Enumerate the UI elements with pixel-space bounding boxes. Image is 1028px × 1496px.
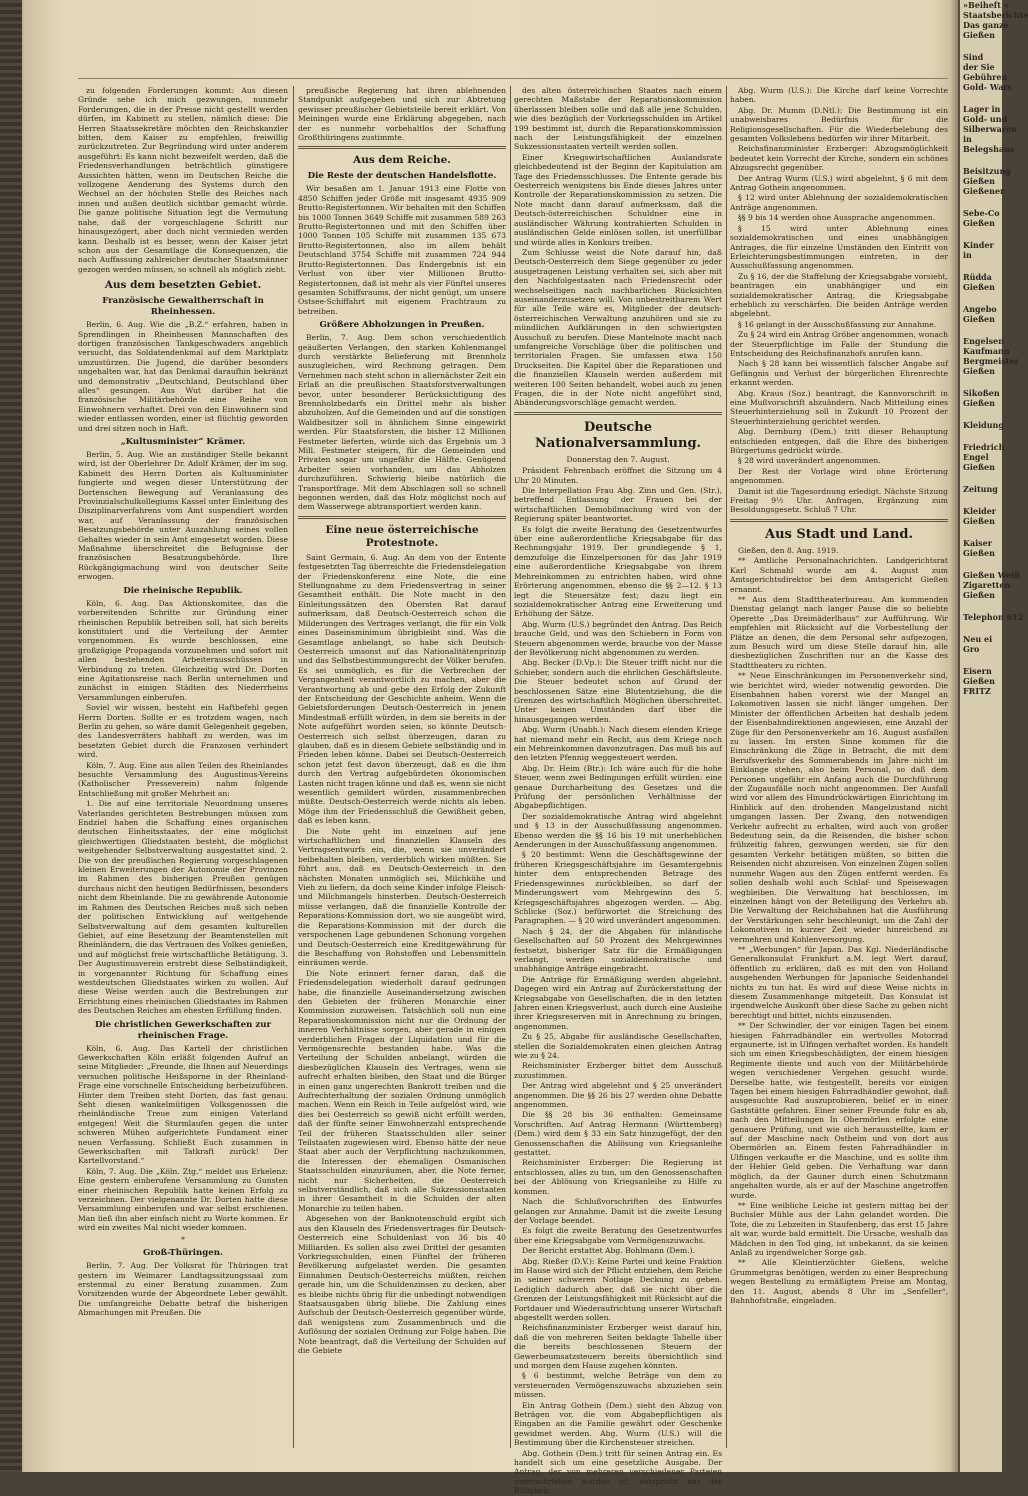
section-heading: Eine neue österreichische Protestnote. [325,523,479,549]
article-paragraph: Die §§ 28 bis 36 enthalten: Gemeinsame Vorschriften. Auf Antrag Hermann (Württemberg) (Dem.) wird dem § 33 ein Satz hinzugefügt, der den Genossenschaften die Ablösung von Kriegsanleihe gestattet. [514,1110,722,1158]
adjacent-page-fragment: Kleider [963,506,997,516]
article-heading: Groß-Thüringen. [143,1248,223,1259]
adjacent-page-fragment: Friedrich [963,442,1005,452]
article-paragraph: Reichsfinanzminister Erzberger weist darauf hin, daß die von mehreren Seiten beklagte Tabelle über die bereits beschlossenen Steuern der Gewerbeumsatzsteuern bereits übersichtlich sind und morgen dem Hause zugehen könnten. [514,1323,722,1370]
adjacent-page-fragment: Gießen [963,314,995,324]
article-paragraph: § 20 bestimmt: Wenn die Geschäftsgewinne der früheren Kriegsgeschäftsjahre im Gesamtergebnis hinter dem entsprechenden Betrage des Friedensgewinnes zurückbleiben, so darf der Minderungswert vom Mehrgewinn des 5. Kriegsgeschäftsjahres abgezogen werden. — Abg. Schlicke (Soz.) befürwortet die Streichung des Paragraphen. — § 20 wird unverändert angenommen. [514,850,722,926]
article-paragraph: Abgesehen von der Banknotenschuld ergibt sich aus den Klauseln des Friedensvertrages für Deutsch-Oesterreich eine Schuldenlast von 36 bis 40 Milliarden. Es sollen also zwei Drittel der gesamten Vorkriegsschulden, einen Fünftel der früheren Bevölkerung aufgelastet werden. Die gesamten Einnahmen Deutsch-Oesterreichs müßten, reichen gerade hin, um die Schuldenzinsen zu decken, aber es bleibe nichts übrig für die unbedingt notwendigen Staatsausgaben übrig bliebe. Die Zahlung eines Aufschub der Deutsch-Oesterreich gegenüber würde, daß wenigstens zum Zusammenbruch und die Auflösung der sozialen Ordnung zur Folge haben. Die Note beantragt, daß die Verteilung der Schulden auf die Gebiete [298,1214,506,1355]
article-paragraph: Köln, 6. Aug. Das Aktionskomitee, das die vorbereitenden Schritte zur Gründung einer rheinischen Republik betreiben soll, hat sich bereits konstituiert und die Verteilung der Aemter vorgenommen. Es wurde beschlossen, eine großzügige Propaganda vorzunehmen und sofort mit allen bestehenden Arbeiterausschüssen in Verbindung zu treten. Gleichzeitig wird Dr. Dorten eine Agitationsreise nach Berlin unternehmen und zunächst in einigen Städten des Niederrheins Versammlungen einberufen. [78,598,288,702]
adjacent-page-fragment [960,494,1002,506]
adjacent-page-fragment [960,376,1002,388]
article-paragraph: Die Interpellation Frau Abg. Zinn und Gen. (Str.), betreffend Entlassung der Frauen bei der wirtschaftlichen Demobilmachung wird von der Regierung später beantwortet. [514,486,722,524]
section-divider [730,519,948,522]
article-paragraph: Die Note erinnert ferner daran, daß die Friedensdelegation wiederholt darauf gedrungen habe, die finanzielle Auseinandersetzung zwischen den Gebieten der früheren Monarchie einer Kommission zuzuweisen. Tatsächlich soll nun eine Reparationskommission nicht nur die Ordnung der inneren Verhältnisse sorgen, aber gerade in einigen verderblichen Fragen der Liquidation und für die Vermögensrechte bestanden habe. Was die Verteilung der Schulden anbelangt, würden die diesbezüglichen Klauseln des Vertrages, wenn sie aufrecht erhalten bleiben, den Staat und die Bürger in einen ganz ungerechten Bankrott treiben und die Aufrechterhaltung der sozialen Ordnung unmöglich machen. Wenn ein Reich in Teile aufgelöst wird, wie dies bei Oesterreich so gewiß nicht erfüllt werden, daß der fünfte seiner Einwohnerzahl entsprechende Teil der früheren Staatsschulden aller seiner Teilstaaten zugewiesen wird. Ebenso hätte der neue Staat aber auch der Verpflichtung nachzukommen, die Interessen der ehemaligen Osmanischen Staatsschulden einzuräumen, aber, die Note ferner, nicht nur Sicherheiten, die Oesterreich selbstverständlich, daß sich alle Sukzessionsstaaten in ihrer Gesamtheit in die Schulden der alten Monarchie zu teilen haben. [298,968,506,1213]
article-paragraph: des alten österreichischen Staates nach einem gerechten Maßstabe der Reparationskommission überlassen bleiben solle und daß alle jene Schulden, wie dies bezüglich der Vorkriegsschulden im Artikel 199 bestimmt ist, durch die Reparationskommission nach der Leistungsfähigkeit der einzelnen Sukzessionsstaaten verteilt werden sollen. [514,86,722,152]
adjacent-page-fragment: Gro [963,644,980,654]
adjacent-page-fragment: Kleidung [963,420,1004,430]
adjacent-page-fragment: FRITZ [963,686,991,696]
article-paragraph: Abg. Rießer (D.V.): Keine Partei und keine Fraktion im Hause wird sich der Pflicht entziehen, dem Reiche in seiner schweren Notlage Deckung zu geben. Lediglich dadurch aber, daß sie nicht über die Grenzen der Leistungsfähigkeit mit Rücksicht auf die Fortdauer und Wiederaufrichtung unserer Wirtschaft abgestellt werden sollen. [514,1256,722,1322]
article-paragraph: § 16 gelangt in der Ausschußfassung zur Annahme. [738,319,937,329]
article-heading: „Kultusminister“ Krämer. [120,437,246,447]
column-rule [510,86,511,1448]
article-paragraph: § 12 wird unter Ablehnung der sozialdemokratischen Anträge angenommen. [730,193,948,212]
adjacent-page-fragment: Staatsberichte [963,10,1028,20]
article-paragraph: Berlin, 7. Aug. Der Volksrat für Thüringen trat gestern im Weimarer Landtagssitzungssaal zum erstenmal zu einer Beratung zusammen. Zum Vorsitzenden wurde der Abgeordnete Leber gewählt. Die umfangreiche Debatte betraf die bisherigen Abmachungen mit Preußen. Die [78,1261,288,1318]
column-1 [78,86,288,1454]
adjacent-page-fragment: Engelsen [963,336,1005,346]
article-paragraph: zu folgenden Forderungen kommt: Aus diesen Gründe sehe ich mich gezwungen, nunmehr Forderungen, die in der Presse nicht gestellt werden dürfen, im Kabinett zu stellen, nämlich diese: Die Herren Staatssekretäre möchten den Reichskanzler bitten, dem Kaiser zu empfehlen, freiwillig zurückzutreten. Zur Begründung wird unter anderem ausgeführt: Es kann nicht bezweifelt werden, daß die Friedensverhandlungen beträchtlich günstigere Aussichten hätten, wenn im Deutschen Reiche die vollzogene Aenderung des Systems durch den Wechsel an der höchsten Stelle des Reiches nach innen und außen deutlich sichtbar gemacht würde. Die ganze politische Situation legt die Vermutung nahe, daß der vorgeschlagene Schritt nur hinausgezögert, aber doch nicht vermieden werden kann. Deshalb ist es besser, wenn der Kaiser jetzt schon aus der Gesamtlage die Konsequenzen, die nach Auffassung zahlreicher deutscher Staatsmänner gezogen werden müssen, so schnell als möglich zieht. [78,86,288,274]
article-paragraph: Köln, 6. Aug. Das Kartell der christlichen Gewerkschaften Köln erläßt folgenden Aufruf an seine Mitglieder: „Freunde, die Ihnen auf Neuerdings versuchen politische Heißsporne in der Rheinland-Frage eine vorschnelle Entscheidung herbeizuführen. Hinter dem Treiben steht Dorten, das fast genau. Seht diesen wankelmütigen Volksgenossen die rheinländische Treue zum einigen Vaterland entgegen! Weit die Sturmlaufen gegen die unter schweren Mühen aufgerichtete Fundament einer neuen Verfassung. Schließt Euch zusammen in Gewerkschaften mit Tatkraft zurück! Der Kartellvorstand.“ [78,1043,288,1166]
article-paragraph: ** „Werbungen“ für Japan. Das Kgl. Niederländische Generalkonsulat Frankfurt a.M. legt Wert darauf, öffentlich zu erklären, daß es mit den von Holland ausgehenden Werbungen für Japanische Seidenhandel nichts zu tun hat. Es wird auf diese Weise nichts in diesem Zusammenhange mitgeteilt. Das Konsulat ist irgendwelche Auskunft über diese Sache zu geben nicht berechtigt und bittet, nichts einzusenden. [730,944,948,1020]
article-paragraph: ** Neue Einschränkungen im Personenverkehr sind, wie berichtet wird, wieder notwendig geworden. Die Eisenbahnen haben vorerst wie der Mangel an Lokomotiven lassen sie nicht länger umgehen. Der Minister der öffentlichen Arbeiten hat deshalb jedem der Eisenbahndirektionen angewiesen, eine Anzahl der Züge für den Personenverkehr am 16. August ausfallen zu lassen. Im ersten Sinne kommen für die Einschränkung die Züge in Betracht, die mit dem Berufsverkehr des Sommerabends im Jahre nicht im Einklange stehen, also beim Personal, so daß dem Personen ungefähr ein Anfang auch die Durchführung der Zugausfälle noch nicht angenommen. Der Ausfall wird vor allem des Hinundrückwärtigen Einrichtung im Hinblick auf den drohenden Mangelzustand nicht umgangen lassen. Der Zwang, den notwendigen Verkehr aufrecht zu erhalten, wird auch von großer Bedeutung sein, da die Reisenden, die bisher schon frühzeitig fahren, gezwungen werden, sie für den gesamten Verkehr betätigen müßten, so bitten die Reisenden nicht abzureisen. Von einzelnen Zügen sollen nunmehr Wagen aus den Zügen entfernt werden. Es sollen deshalb wohl auch Schlaf- und Speisewagen wegbleiben. Die Verwaltung hat beschlossen, im einzelnen hängt von der Beteiligung des Verkehrs ab. Die Verwaltung der Reichsbahnen hat die Ausführung der Verstärkungen sehr beschleunigt, um die Zahl der Lokomotiven in kurzer Zeit wieder hinreichend zu vermehren und Kohlenversorgung. [730,671,948,944]
article-paragraph: Abg. Wurm (Unabh.): Nach diesem elenden Kriege hat niemand mehr ein Recht, aus dem Kriege noch ein Mehreinkommen davonzutragen. Das muß bis auf den letzten Pfennig weggesteuert werden. [514,725,722,763]
article-paragraph: Abg. Dr. Mumm (D.Ntl.): Die Bestimmung ist ein unabweisbares Bedürfnis für die Religionsgesellschaften. Für die Wiederbelebung des gesamten Volkslebens bedürfen wir ihrer Mitarbeit. [730,105,948,144]
adjacent-page-fragment: Gießen [963,590,995,600]
section-divider [514,412,722,415]
adjacent-page-fragment: Rüdda [963,272,992,282]
article-paragraph: Die Note geht im einzelnen auf jene wirtschaftlichen und finanziellen Klauseln des Vertragsentwurfs ein, die, wenn sie unverändert beibehalten bleiben, verderblich wirken müßten. Sie führt aus, daß es Deutsch-Oesterreich in den nächsten Monaten unmöglich sei, Milchkühe und Vieh zu liefern, da doch seine Kinder infolge Fleisch- und Milchmangels hinsterben. Deutsch-Oesterreich müsse verlangen, daß die finanzielle Kontrolle der Reparations-Kommission dort, wo sie ausgeübt wird, die Reparations-Kommission mit der durch die verspochenen Lage gebundenen Schonung vorgehen und Deutsch-Oesterreich eine Kreditgewährung für die Beschaffung von Rohstoffen und Lebensmitteln einräumen werde. [298,826,506,968]
article-paragraph: Saint Germain, 6. Aug. An dem von der Entente festgesetzten Tag überreichte die Friedensdelegation der Friedenskonferenz eine Note, die eine Stellungnahme zu dem Friedensvertrag in seiner Gesamtheit enthält. Die Note macht in den Einleitungssätzen den Obersten Rat darauf aufmerksam, daß Deutsch-Oesterreich schon die Milderungen des Vertrages verlangt, die für ein Volk eines Daseinsminimum übrigbleibt sind. Was die Gesamtlage anbelangt, so habe sich Deutsch-Oesterreich umsonst auf das Nationalitätenprinzip und das Selbstbestimmungsrecht der Völker berufen. Es sei unmöglich, es für die Verbrechen der Vergangenheit verantwortlich zu machen, aber die Verantwortung ab und gebe den Erfolg der Zukunft der Entscheidung der Geschichte anheim. Wenn die Gebietsforderungen Deutsch-Oesterreich in jenem Mindestmaß erfüllt würden, in dem sie bereits in der Note aufgeführt worden seien, so könnte Deutsch-Oesterreich sich selbst überzeugen, daran zu glauben, daß es in diesem Gebiete selbständig und in Frieden leben könne. Dabei sei Deutsch-Oesterreich schon jetzt fest davon überzeugt, daß es die ihm durch den Vertrag aufgebürdeten ökonomischen Lasten nicht tragen könne und daß es, wenn sie nicht wesentlich gemildert würden, zusammenbrechen müßte. Deutsch-Oesterreich werde nichts als leben. Möge ihm der Friedensschluß die Gewißheit geben, daß es leben kann. [298,552,506,826]
article-paragraph: Reichsminister Erzberger bittet dem Ausschuß zuzustimmen. [514,1061,722,1080]
article-paragraph: Abg. Kraus (Soz.) beantragt, die Kannvorschrift in eine Mußvorschrift abzuändern. Nach Mitteilung eines Steuerhinterziehung soll in Zukunft 10 Prozent der Steuerhinterziehung gerichtet werden. [730,388,948,426]
adjacent-page-strip [958,0,1028,1472]
article-paragraph: Abg. Wurm (U.S.): Die Kirche darf keine Vorrechte haben. [730,86,948,105]
adjacent-page-fragment: Gold- Warc [963,82,1013,92]
article-paragraph: ** Aus dem Stadttheaterbureau. Am kommenden Dienstag gelangt nach langer Pause die so beliebte Operette „Das Dreimäderlhaus“ zur Aufführung. Wir empfehlen mit Rücksicht auf die Vorbestellung der Plätze an denen, die dem Personal sehr aufgezogen, zum Besuch wird um diese Stelle darauf hin, alle diesbezüglichen Zuschriften nur an die Kasse des Stadttheaters zu richten. [730,594,948,670]
article-paragraph: Zu § 25, Abgabe für ausländische Gesellschaften, stellen die Sozialdemokraten einen gleichen Antrag wie zu § 24. [514,1032,722,1060]
adjacent-page-fragment [960,558,1002,570]
adjacent-page-fragment [960,196,1002,208]
article-paragraph: Wir besaßen am 1. Januar 1913 eine Flotte von 4850 Schiffen jeder Größe mit insgesamt 4935 909 Brutto-Registertonnen. Wir behalten mit den Schiffen bis 1000 Tonnen 3649 Schiffe mit zusammen 589 263 Brutto-Registertonnen und mit den Schiffen über 1000 Tonnen 105 Schiffe mit zusammen 135 673 Brutto-Registertonnen, also im allem behält Deutschland 3754 Schiffe mit zusammen 724 944 Brutto-Registertonnen. Das Endergebnis ist ein Verlust von über vier Millionen Brutto-Registertonnen, daß ist mehr als vier Fünftel unseres gesamten Schiffsraums, der nicht genügt, um unsere Ostsee-Schiffahrt mit eigenem Frachtraum zu betreiben. [298,184,506,316]
adjacent-page-fragment [960,526,1002,538]
section-heading: Aus dem besetzten Gebiet. [104,279,262,292]
adjacent-page-fragment: Kaufmann [963,346,1010,356]
adjacent-page-fragment: Das ganze [963,20,1009,30]
article-paragraph: Der Antrag Wurm (U.S.) wird abgelehnt, § 6 mit dem Antrag Gothein angenommen. [730,173,948,193]
adjacent-page-fragment: in [963,134,972,144]
adjacent-page-fragment: Gebühren [963,72,1008,82]
adjacent-page-fragment: Kinder [963,240,994,250]
article-paragraph: Es folgt die zweite Beratung des Gesetzentwurfes über eine außerordentliche Kriegsabgabe für das Rechnungsjahr 1919. Der grundlegende § 1, demzufolge die Einzelpersonen für das Jahr 1919 eine außerordentliche Kriegsabgabe von ihrem Mehreinkommen zu entrichten haben, wird ohne Erörterung angenommen, ebenso die §§ 2—12. § 13 legt die Steuersätze fest; dazu liegt ein sozialdemokratischer Antrag eine Erweiterung und Erhöhung der Sätze. [514,524,722,619]
article-paragraph: Nach § 24, der die Abgaben für inländische Gesellschaften auf 50 Prozent des Mehrgewinnes festsetzt, bisheriger Satz für die Ermäßigungen verlangt, werden sozialdemokratische und unabhängige Anträge eingebracht. [514,926,722,974]
adjacent-page-fragment: Lager in [963,104,1001,114]
adjacent-page-fragment: Gießen Weiß [963,570,1021,580]
adjacent-page-fragment: Gießen [963,282,995,292]
article-heading: Größere Abholzungen in Preußen. [319,320,485,331]
article-paragraph: Nach die Schlußvorschriften des Entwurfes gelangen zur Annahme. Damit ist die zweite Lesung der Vorlage beendet. [514,1197,722,1225]
article-paragraph: Der Rest der Vorlage wird ohne Erörterung angenommen. [730,466,948,486]
article-paragraph: Ein Antrag Gothein (Dem.) sieht den Abzug von Beträgen vor, die vom Abgabepflichtigen als Eingaben an die Familie gewährt oder Geschenke gewidmet werden. Abg. Wurm (U.S.) will die Bestimmung über die Kirchensteuer streichen. [514,1400,722,1448]
article-paragraph: Abg. Gothein (Dem.) tritt für seinen Antrag ein. Es handelt sich um eine gesetzliche Ausgabe. Der Antrag, der von mehreren verschiedener Parteien unterschrieben worden ist, entspricht nur der Billigkeit. [514,1448,722,1496]
adjacent-page-fragment: »Beiheft « [963,0,1009,10]
adjacent-page-fragment [960,92,1002,104]
adjacent-page-fragment: Gießen [963,218,995,228]
article-paragraph: Abg. Dr. Heim (Btr.): Ich wäre auch für die hohe Steuer, wenn zwei Bedingungen erfüllt würden: eine genaue Durcharbeitung des Gesetzes und die Prüfung der persönlichen Verhältnisse der Abgabepflichtigen. [514,763,722,811]
adjacent-page-fragment: Gießen [963,462,995,472]
article-paragraph: Zu § 24 wird ein Antrag Gröber angenommen, wonach der Steuerpflichtige im Falle der Stundung die Entscheidung des Reichsfinanzhofs anrufen kann. [730,330,948,358]
article-paragraph: Nach § 28 kann bei wissentlich falscher Angabe auf Gefängnis und Verlust der bürgerlichen Ehrenrechte erkannt werden. [730,359,948,388]
article-paragraph: 1. Die auf eine territoriale Neuordnung unseres Vaterlandes gerichteten Bestrebungen müssen zum Endziel haben die Schaffung eines organischen deutschen Einheitsstaates, der eine möglichst gleichwertigen Gliedstaaten besteht, die möglichst weitgehender Selbstverwaltung ausgestattet sind. 2. Die von der preußischen Regierung vorgeschlagenen kleinen Erweiterungen der Autonomie der Provinzen im Rahmen des bisherigen Preußen genügen durchaus nicht den heutigen Bedürfnissen, besonders nicht dem Rheinlande. Die zu gewährende Autonomie im Rahmen des Deutschen Reiches muß sich neben der politischen Entwicklung auf weitgehende Selbstverwaltung auf dem gesamten kulturellen Gebiet, auf eine Besetzung der Beamtenstellen mit Rheinländern, die das Vertrauen des Volkes genießen, und auf möglichst freie wirtschaftliche Betätigung. 3. Der Augustinusverein erstrebt diese Selbständigkeit, in vorgenannter Richtung für Schaffung eines westdeutschen Gliedstaates wirken zu wollen. Auf diese Weise werden auch die Bestrebungen zur Errichtung eines rheinischen Gliedstaates im Rahmen des Deutschen Reiches am ehesten Erfüllung finden. [78,799,288,1016]
article-paragraph: Zum Schlusse weist die Note darauf hin, daß Deutsch-Oesterreich dem Siege gegenüber zu jeder ausgetragenen Leistung verhalten sei, sich aber mit den Nachfolgestaaten nach Friedensrecht oder wechselseitigen nach nachbarlichen Rücksichten auseinanderzusetzen will. Von unbestreitbarem Wert für alle Teile wäre es, Mitglieder der deutsch-österreichischen Verwaltung anzuhören und sie zu mündlichen Aufklärungen in den schwierigsten Ausschuß zu berufen. Diese Mantelnote macht nach umfangreiche Vorschläge über die politischen und territorialen Fragen. Sie umfassen etwa 150 Druckseiten. Die Kapitel über die Reparationen und die finanziellen Klauseln werden außerdem mit weiteren 100 Seiten behandelt, wobei auch zu jenen Fragen, die in der Note nicht angeführt sind, Abänderungsvorschläge gemacht werden. [514,247,722,408]
article-paragraph: Berlin, 7. Aug. Dem schon verschiedentlich geäußerten Verlangen, den starken Kohlenmangel durch verstärkte Belieferung mit Brennholz auszugleichen, wird Rechnung getragen. Dem Vernehmen nach steht schon in allernächster Zeit ein Erlaß an die preußischen Staatsforstverwaltungen bevor, unter besonderer Berücksichtigung des Brennholzbedarfs ein Drittel mehr als bisher abzuholzen. Auf die Gemeinden und auf die sonstigen Waldbesitzer soll in ähnlichem Sinne eingewirkt werden. Für Staatsforsten, die bisher 12 Millionen Festmeter lieferten, würde sich das Ergebnis um 3 Mill. Festmeter steigern, für die Gemeinden und Privaten sogar um ungefähr die Hälfte. Genügend Arbeiter seien vorhanden, um das Abholzen durchzuführen. Schwierig bleibe natürlich die Transportfrage. Mit dem Abschlagen soll so schnell begonnen werden, daß das Holz möglichst noch auf dem Wasserwege abtransportiert werden kann. [298,333,506,512]
adjacent-page-fragment: Angebo [963,304,997,314]
adjacent-page-fragment [960,654,1002,666]
article-paragraph: Berlin, 6. Aug. Wie die „B.Z.“ erfahren, haben in Sprendlingen in Rheinhessen Mannschaften des dortigen französischen Tankgeschwaders angeblich versucht, das Soldatendenkmal auf dem Marktplatz umzustürzen. Die Jugend, die darüber besonders ungehalten war, hat das Denkmal daraufhin bekränzt und demonstrativ „Deutschland, Deutschland über alles“ gesungen. Aus Wut darüber hat die französische Militärbehörde eine Reihe von Einwohnern verhaftet. Drei von den Einwohnern sind wieder entlassen worden, einer ist flüchtig geworden und drei sitzen noch in Haft. [78,320,288,433]
adjacent-page-fragment: Belegshaus [963,144,1015,154]
top-border [78,78,948,79]
adjacent-page-fragment: Kaiser [963,538,992,548]
adjacent-page-fragment: Gießen [963,516,995,526]
article-heading: Französische Gewaltherrschaft in Rheinhessen. [102,296,264,318]
adjacent-page-fragment [960,622,1002,634]
dateline: Donnerstag den 7. August. [566,454,670,464]
article-paragraph: §§ 9 bis 14 werden ohne Aussprache angenommen. [738,213,936,223]
adjacent-page-fragment: Gießen [963,548,995,558]
column-3 [514,86,722,1496]
adjacent-page-fragment [960,600,1002,612]
adjacent-page-fragment: Sind [963,52,984,62]
adjacent-page-fragment: Telephon 612 [963,612,1024,622]
adjacent-page-fragment [960,430,1002,442]
article-paragraph: ** Alle Kleintierzüchter Gießens, welche Grummetgras benötigen, werden zu einer Besprechung wegen Bestellung zu ermäßigtem Preise am Montag, den 11. August, abends 8 Uhr im „Senfeller“, Bahnhofstraße, eingeladen. [730,1258,948,1305]
article-paragraph: § 6 bestimmt, welche Beträge von dem zu versteuernden Vermögenszuwachs abzuziehen sein müssen. [514,1371,722,1400]
section-divider [298,146,506,149]
adjacent-page-fragment: Zeitung [963,484,998,494]
article-paragraph: Damit ist die Tagesordnung erledigt. Nächste Sitzung Freitag 9½ Uhr. Anfragen, Ergänzung zum Besoldungsgesetz. Schluß 7 Uhr. [730,486,948,515]
adjacent-page-fragment: der Sie [963,62,995,72]
article-paragraph: ** Der Schwindler, der vor einigen Tagen bei einem hiesigen Fahrradhändler ein wertvolles Motorrad ergaunerte, ist in Ulfingen verhaftet worden. Es handelt sich um einen Kriegsbeschädigten, der einem hiesigen Regimente diente und auch von der Militärbehörde wegen verschiedener Vergehen gesucht wurde. Derselbe hatte, wie festgestellt, bereits vor einigen Tagen bei einem hiesigen Fahrradhändler gewohnt, daß ausgesuchte Rad auszuprobieren, belief er in einer Gaststätte gefahren. Einer seiner Freunde fuhr es ab, nach den Mitteilungen In Obermörlen erfolgte eine genauere Prüfung, und wie sich herausstellte, kam er auf der Maschine nach Ostheim und von dort aus Obermörlen an. Einem festen Fahrradhändler in Ulfingen verkaufte er die Maschine, und es sollte ihm der Hehler Geld geben. Die Verhaftung war dann möglich, da der Gauner durch einen Schutzmann angehalten wurde, als er auf der Maschine angetroffen wurde. [730,1021,948,1200]
article-paragraph: Abg. Becker (D.Vp.): Die Steuer trifft nicht nur die Schieber, sondern auch die ehrlichen Geschäftsleute. Die Steuer bedeutet schon auf Grund der beschlossenen Sätze eine Blutentziehung, die die Grenzen des wirtschaftlich Möglichen überschreitet. Unter keinen Umständen darf über die hinausgegangen werden. [514,658,722,724]
article-paragraph: Soviel wir wissen, besteht ein Haftbefehl gegen Herrn Dorten. Sollte er es trotzdem wagen, nach Berlin zu gehen, so wäre damit Gelegenheit gegeben, des Landesverräters habhaft zu werden, was im besetzten Gebiet durch die Franzosen verhindert wird. [78,703,288,760]
article-paragraph: ** Eine weibliche Leiche ist gestern mittag bei der Buchsler Mühle aus der Lahn gelandet worden. Die Tote, die zu Lebzeiten in Staufenberg, das erst 15 Jahre alt war, wurde bald ermittelt. Die Ursache, weshalb das Mädchen in den Tod ging, ist unbekannt, da sie keinen Anlaß zu irgendwelcher Sorge gab. [730,1200,948,1257]
article-paragraph: Gießen, den 8. Aug. 1919. [738,545,839,555]
adjacent-page-fragment: Sikoßen [963,388,1000,398]
adjacent-page-fragment [960,408,1002,420]
article-paragraph: Einer Kriegswirtschaftlichen Auslandsrate gleichbedeutend ist der Beginn der Kapitulation am Tage des Friedensschlusses. Die Entente gerade bis Oesterreich wenigstens bis Ende dieses Jahres unter Kontrolle der Reparationskommission zu setzen. Die Note macht dann darauf aufmerksam, daß die Deutsch-österreichischen Schuldner eine in ausländischer Währung kontrahierten Schulden in ausländischen Gelde einlösen sollen, ist unerfüllbar und würde alles in Konkurs treiben. [514,152,722,247]
article-paragraph: Köln, 7. Aug. Eine aus allen Teilen des Rheinlandes besuchte Versammlung des Augustinus-Vereins (Katholischer Presseverein) nahm folgende Entschließung mit großer Mehrheit an: [78,760,288,798]
article-heading: Die rheinische Republik. [123,585,243,596]
adjacent-page-fragment [960,472,1002,484]
adjacent-page-fragment: Neu ei [963,634,993,644]
adjacent-page-fragment: Sebe-Co [963,208,1000,218]
article-paragraph: preußische Regierung hat ihren ablehnenden Standpunkt aufgegeben und sich zur Abtretung gewisser preußischer Gebietsteile bereit erklärt. Von Meiningen wurde eine Erklärung abgegeben, nach der es nunmehr vorbehaltlos der Schaffung Großthüringens zustimmte. [298,86,506,143]
article-heading: Die christlichen Gewerkschaften zur rheinischen Frage. [94,1019,272,1041]
adjacent-page-fragment [960,228,1002,240]
adjacent-page-fragment: Gießen [963,176,995,186]
article-paragraph: Der Bericht erstattet Abg. Bohlmann (Dem.). [522,1246,695,1256]
column-rule [726,86,727,1448]
article-heading: Die Reste der deutschen Handelsflotte. [307,171,497,182]
adjacent-page-fragment: Gießen [963,398,995,408]
article-paragraph: Abg. Wurm (U.S.) begründet den Antrag. Das Reich brauche Geld, und was den Schiebern in Form von Steuern abgenommen werde, brauche von der Masse der Bevölkerung nicht abgenommen zu werden. [514,619,722,657]
adjacent-page-fragment: Gold- und [963,114,1008,124]
adjacent-page-fragment: Gießen [963,30,995,40]
article-paragraph: Köln, 7. Aug. Die „Köln. Ztg.“ meldet aus Erkelenz: Eine gestern einberufene Versammlung zu Gunsten einer rheinischen Republik hatte keinen Erfolg zu verzeichnen. Der vielgenannte Dr. Dorten hatte diese Versammlung einberufen und war selbst erschienen. Man ließ ihn aber einfach nicht zu Worte kommen. Er wird ein zweites Mal nicht wieder kommen. [78,1166,288,1233]
adjacent-page-fragment [960,292,1002,304]
binding-edge [0,0,22,1472]
adjacent-page-fragment: Gießen [963,676,995,686]
asterisk-separator: * [181,1234,185,1244]
article-paragraph: Es folgt die zweite Beratung des Gesetzentwurfes über eine Kriegsabgabe vom Vermögenszuwachs. [514,1226,722,1245]
section-heading: Aus dem Reiche. [353,154,451,167]
article-paragraph: § 15 wird unter Ablehnung eines sozialdemokratischen und eines unabhängigen Antrages, die für einzelne Umständen den Eintritt von Erleichterungsbestimmungen eintreten, in der Ausschußfassung angenommen. [730,223,948,271]
column-4 [730,86,948,1454]
adjacent-page-fragment [960,260,1002,272]
adjacent-page-fragment [960,40,1002,52]
article-paragraph: ** Amtliche Personalnachrichten. Landgerichtsrat Karl Schmahl wurde am 4. August zum Amtsgerichtsdirektor bei dem Amtsgericht Gießen ernannt. [730,556,948,594]
adjacent-page-fragment: in [963,250,972,260]
article-paragraph: Der sozialdemokratische Antrag wird abgelehnt und § 13 in der Ausschußfassung angenommen. Ebenso werden die §§ 16 bis 19 mit unerheblichen Aenderungen in der Ausschußfassung angenommen. [514,811,722,850]
section-heading: Deutsche Nationalversammlung. [534,419,702,451]
article-paragraph: Abg. Dernburg (Dem.) tritt dieser Behauptung entschieden entgegen, daß die Ehre des bisherigen Bürgertums gedrückt würde. [730,427,948,456]
adjacent-page-fragment: Gießen [963,366,995,376]
article-paragraph: Reichsminister Erzberger: Die Regierung ist entschlossen, alles zu tun, um den Genossenschaften bei der Ablösung von Kriegsanleihe zu Hilfe zu kommen. [514,1158,722,1196]
adjacent-page-fragment [960,154,1002,166]
section-divider [298,516,506,519]
adjacent-page-fragment: Gießener [963,186,1005,196]
article-paragraph: Reichsfinanzminister Erzberger: Abzugsmöglichkeit bedeutet kein Vorrecht der Kirche, sondern ein schönes Abzugsrecht gegenüber. [730,144,948,173]
adjacent-page-fragment: Bergmeister [963,356,1019,366]
article-paragraph: Berlin, 5. Aug. Wie an zuständiger Stelle bekannt wird, ist der Oberlehrer Dr. Adolf Krämer, der im sog. Kabinett des Herrn Dorten als Kultusminister fungierte und wegen dieser Unterstützung der Dortenschen Bewegung auf Veranlassung des Provinzialschulkollegiums Kassel unter Einleitung des Disziplinarverfahrens vom Amt suspendiert worden war, auf Veranlassung der französischen Besatzungsbehörde unter Auszahlung seines vollen Gehaltes wieder in sein Amt eingesetzt worden. Diese Maßnahme überschreitet die Befugnisse der französischen Besatzungsbehörde. Ihre Rückgängigmachung wird von deutscher Seite erwogen. [78,450,288,582]
column-rule [293,86,294,1448]
article-paragraph: Der Antrag wird abgelehnt und § 25 unverändert angenommen. Die §§ 26 bis 27 werden ohne Debatte angenommen. [514,1081,722,1110]
column-2 [298,86,506,1454]
article-paragraph: Präsident Fehrenbach eröffnet die Sitzung um 4 Uhr 20 Minuten. [514,466,722,485]
adjacent-page-fragment: Beisitzung [963,166,1011,176]
adjacent-page-fragment: Engel [963,452,989,462]
article-paragraph: Die Anträge für Ermäßigung werden abgelehnt. Dagegen wird ein Antrag auf Zurückerstattung der Kriegsabgabe von Gesellschaften, die in den letzten Jahren einen Kriegsverlust, auch durch eine Ausleihe ihrer Kriegsreserven mit in Anrechnung zu bringen, angenommen. [514,974,722,1031]
adjacent-page-fragment: Eisern [963,666,992,676]
adjacent-page-fragment: Zigaretten [963,580,1011,590]
adjacent-page-fragment [960,324,1002,336]
article-paragraph: Zu § 16, der die Staffelung der Kriegsabgabe vorsieht, beantragen ein unabhängiger und ein sozialdemokratischer Antrag, die Kriegsabgabe erheblich zu verschärfen. Die beiden Anträge werden abgelehnt. [730,271,948,319]
adjacent-page-fragment: Silberwaren [963,124,1017,134]
section-heading: Aus Stadt und Land. [765,526,913,542]
article-paragraph: § 28 wird unverändert angenommen. [738,456,881,466]
